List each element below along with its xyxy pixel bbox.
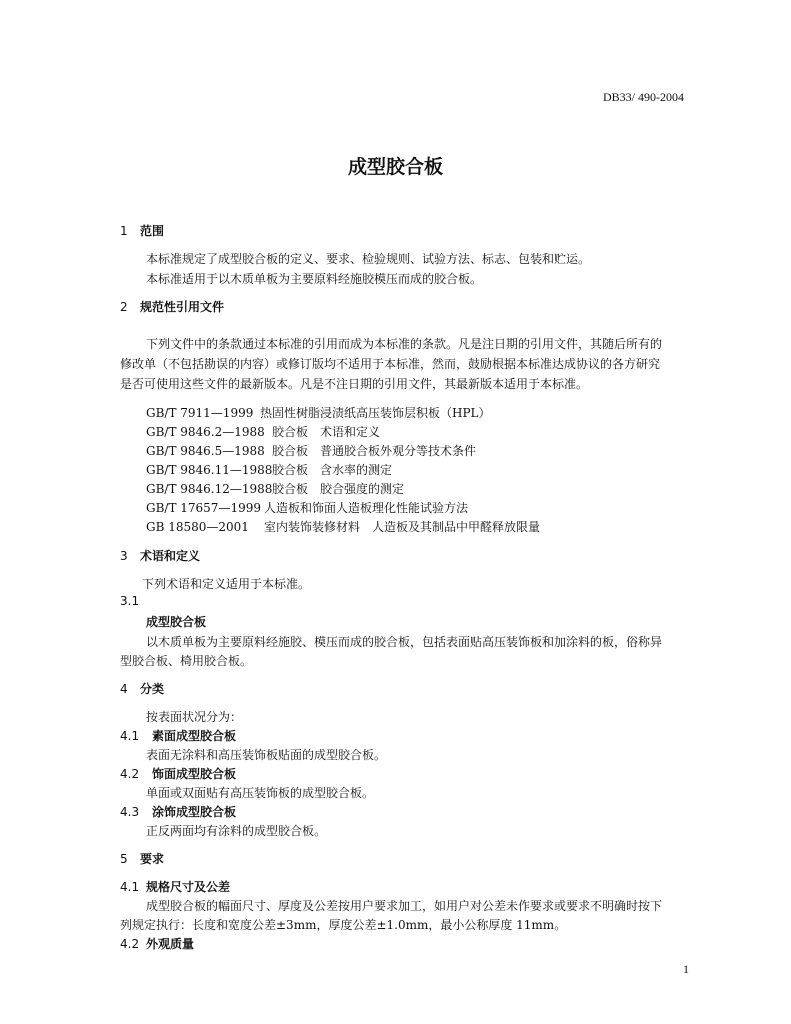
subsection-number: 4.2 <box>120 937 140 951</box>
reference-code: GB/T 9846.12—1988 <box>146 482 273 496</box>
reference-item <box>146 499 468 516</box>
reference-code: GB/T 9846.5—1988 <box>146 444 265 458</box>
paragraph-line: 成型胶合板的幅面尺寸、厚度及公差按用户要求加工，如用户对公差未作要求或要求不明确时按下 <box>146 899 663 913</box>
section-number: 1 <box>120 224 128 238</box>
section-number: 3 <box>120 549 128 563</box>
reference-title: 室内装饰装修材料 人造板及其制品中甲醛释放限量 <box>264 520 541 534</box>
document-number: DB33/ 490-2004 <box>603 90 684 104</box>
subsection-heading <box>120 803 236 820</box>
reference-item <box>146 480 404 497</box>
paragraph-line: 本标准规定了成型胶合板的定义、要求、检验规则、试验方法、标志、包装和贮运。 <box>146 252 591 266</box>
paragraph-line: 本标准适用于以木质单板为主要原料经施胶模压而成的胶合板。 <box>146 272 483 286</box>
reference-item <box>146 442 476 459</box>
section-title: 规范性引用文件 <box>140 300 225 314</box>
subsection-number: 3.1 <box>120 594 140 608</box>
paragraph-line: 修改单（不包括勘误的内容）或修订版均不适用于本标准，然而，鼓励根据本标准达成协议的各方研究 <box>120 357 661 371</box>
term-title: 成型胶合板 <box>146 615 207 629</box>
reference-code: GB/T 7911—1999 <box>146 406 254 420</box>
paragraph-line: 正反两面均有涂料的成型胶合板。 <box>146 824 327 838</box>
section-title: 范围 <box>140 224 165 238</box>
paragraph-line: 按表面状况分为： <box>146 710 243 724</box>
paragraph-line: 型胶合板、椅用胶合板。 <box>120 654 253 668</box>
section-4-heading <box>120 680 164 697</box>
reference-title: 胶合板 含水率的测定 <box>272 463 393 477</box>
section-number: 2 <box>120 300 128 314</box>
paragraph-line: 表面无涂料和高压装饰板贴面的成型胶合板。 <box>146 748 387 762</box>
section-2-heading <box>120 298 224 315</box>
section-title: 术语和定义 <box>140 549 201 563</box>
subsection-title: 饰面成型胶合板 <box>152 767 237 781</box>
subsection-title: 规格尺寸及公差 <box>146 880 231 894</box>
section-number: 5 <box>120 852 128 866</box>
subsection-number: 4.1 <box>120 729 140 743</box>
subsection-title: 涂饰成型胶合板 <box>152 805 237 819</box>
section-title: 要求 <box>140 852 165 866</box>
document-title: 成型胶合板 <box>347 156 443 178</box>
reference-item <box>146 423 380 440</box>
reference-title: 胶合板 术语和定义 <box>272 425 381 439</box>
section-title: 分类 <box>140 682 165 696</box>
page-number: 1 <box>683 962 689 976</box>
reference-code: GB/T 9846.2—1988 <box>146 425 265 439</box>
reference-code: GB 18580—2001 <box>146 520 249 534</box>
section-number: 4 <box>120 682 128 696</box>
paragraph-line: 是否可使用这些文件的最新版本。凡是不注日期的引用文件，其最新版本适用于本标准。 <box>120 377 589 391</box>
reference-title: 热固性树脂浸渍纸高压装饰层积板（HPL） <box>260 406 491 420</box>
section-5-heading <box>120 850 164 867</box>
reference-code: GB/T 17657—1999 <box>146 501 261 515</box>
paragraph-line: 下列文件中的条款通过本标准的引用而成为本标准的条款。凡是注日期的引用文件，其随后所有的 <box>146 337 663 351</box>
paragraph-line: 单面或双面贴有高压装饰板的成型胶合板。 <box>146 786 375 800</box>
subsection-title: 外观质量 <box>146 937 195 951</box>
subsection-heading <box>120 878 230 895</box>
subsection-number: 4.1 <box>120 880 140 894</box>
subsection-number: 4.2 <box>120 767 140 781</box>
subsection-title: 素面成型胶合板 <box>152 729 237 743</box>
paragraph-line: 下列术语和定义适用于本标准。 <box>142 577 311 591</box>
reference-title: 人造板和饰面人造板理化性能试验方法 <box>264 501 469 515</box>
subsection-number: 4.3 <box>120 805 140 819</box>
paragraph-line: 列规定执行：长度和宽度公差±3mm，厚度公差±1.0mm，最小公称厚度 11mm。 <box>120 918 567 932</box>
reference-item <box>146 461 392 478</box>
reference-item <box>146 404 491 421</box>
reference-code: GB/T 9846.11—1988 <box>146 463 273 477</box>
subsection-heading <box>120 765 236 782</box>
section-3-heading <box>120 547 200 564</box>
reference-title: 胶合板 胶合强度的测定 <box>272 482 405 496</box>
subsection-heading <box>120 727 236 744</box>
section-1-heading <box>120 222 164 239</box>
reference-item <box>146 518 540 535</box>
reference-title: 胶合板 普通胶合板外观分等技术条件 <box>272 444 477 458</box>
subsection-heading <box>120 935 194 952</box>
paragraph-line: 以木质单板为主要原料经施胶、模压而成的胶合板，包括表面贴高压装饰板和加涂料的板，俗称异 <box>146 635 663 649</box>
